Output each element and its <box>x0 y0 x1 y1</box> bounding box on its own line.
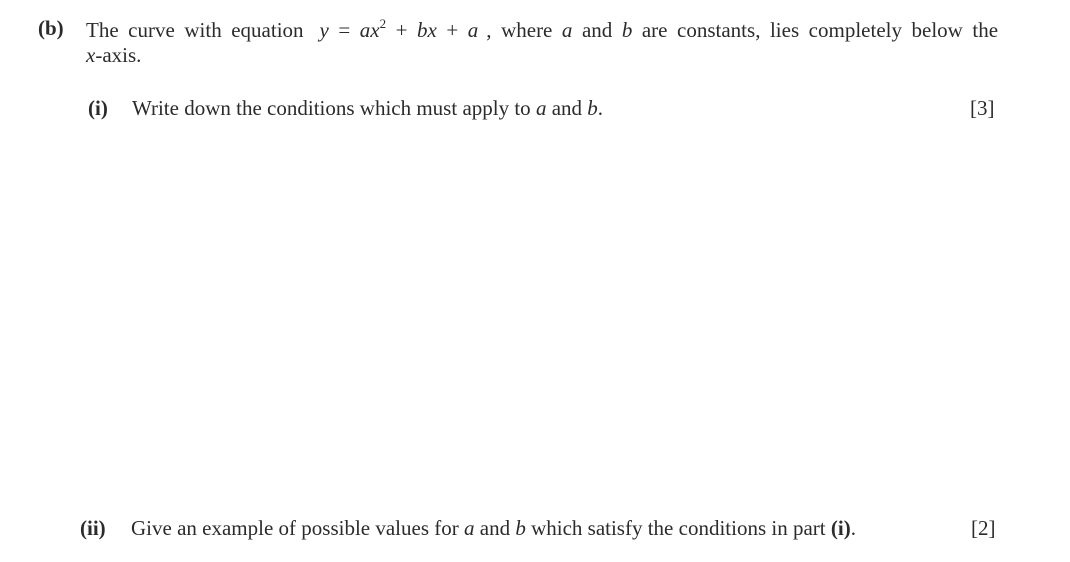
part-i-question <box>132 96 603 121</box>
part-b-text-after-1: , where <box>486 18 562 42</box>
part-b-line2-var: x <box>86 43 96 67</box>
part-b-text-after-3: are constants, lies completely below the <box>632 18 999 42</box>
part-b-var-b: b <box>621 18 633 42</box>
part-b-label: (b) <box>38 16 64 40</box>
eq-a2: a <box>467 18 479 42</box>
part-ii-text-2: and <box>474 516 516 540</box>
eq-x2: x <box>427 18 437 42</box>
part-b-statement-line1 <box>86 16 998 43</box>
curve-equation <box>320 18 479 42</box>
eq-equals: = <box>328 18 360 42</box>
eq-a1: a <box>359 18 371 42</box>
part-ii-marks: [2] <box>971 516 996 540</box>
part-ii-text-4: . <box>850 516 856 540</box>
part-b-text-after-2: and <box>572 18 622 42</box>
part-i-text-3: . <box>597 96 604 120</box>
part-i-text-1: Write down the conditions which must apply to <box>132 96 536 120</box>
part-i-var-a: a <box>535 96 547 120</box>
part-i-var-b: b <box>587 96 598 120</box>
eq-lhs: y <box>319 18 329 42</box>
part-b-statement-line2 <box>86 43 141 68</box>
part-b-text-before-equation: The curve with equation <box>86 18 304 42</box>
part-i-text-2: and <box>546 96 588 120</box>
eq-plus1: + <box>386 18 418 42</box>
eq-x1: x <box>370 18 380 42</box>
eq-plus2: + <box>436 18 468 42</box>
part-ii-var-b: b <box>515 516 526 540</box>
part-ii-var-a: a <box>464 516 475 540</box>
part-ii-ref: (i) <box>830 516 851 540</box>
eq-b: b <box>417 18 428 42</box>
part-b-line2-text: -axis. <box>95 43 142 67</box>
part-i-marks: [3] <box>970 96 995 120</box>
part-ii-text-1: Give an example of possible values for <box>131 516 464 540</box>
part-b-var-a: a <box>561 18 573 42</box>
part-i-label: (i) <box>88 96 108 120</box>
part-ii-text-3: which satisfy the conditions in part <box>525 516 831 540</box>
part-ii-question <box>131 516 856 541</box>
eq-exponent: 2 <box>379 16 387 31</box>
part-ii-label: (ii) <box>80 516 106 540</box>
